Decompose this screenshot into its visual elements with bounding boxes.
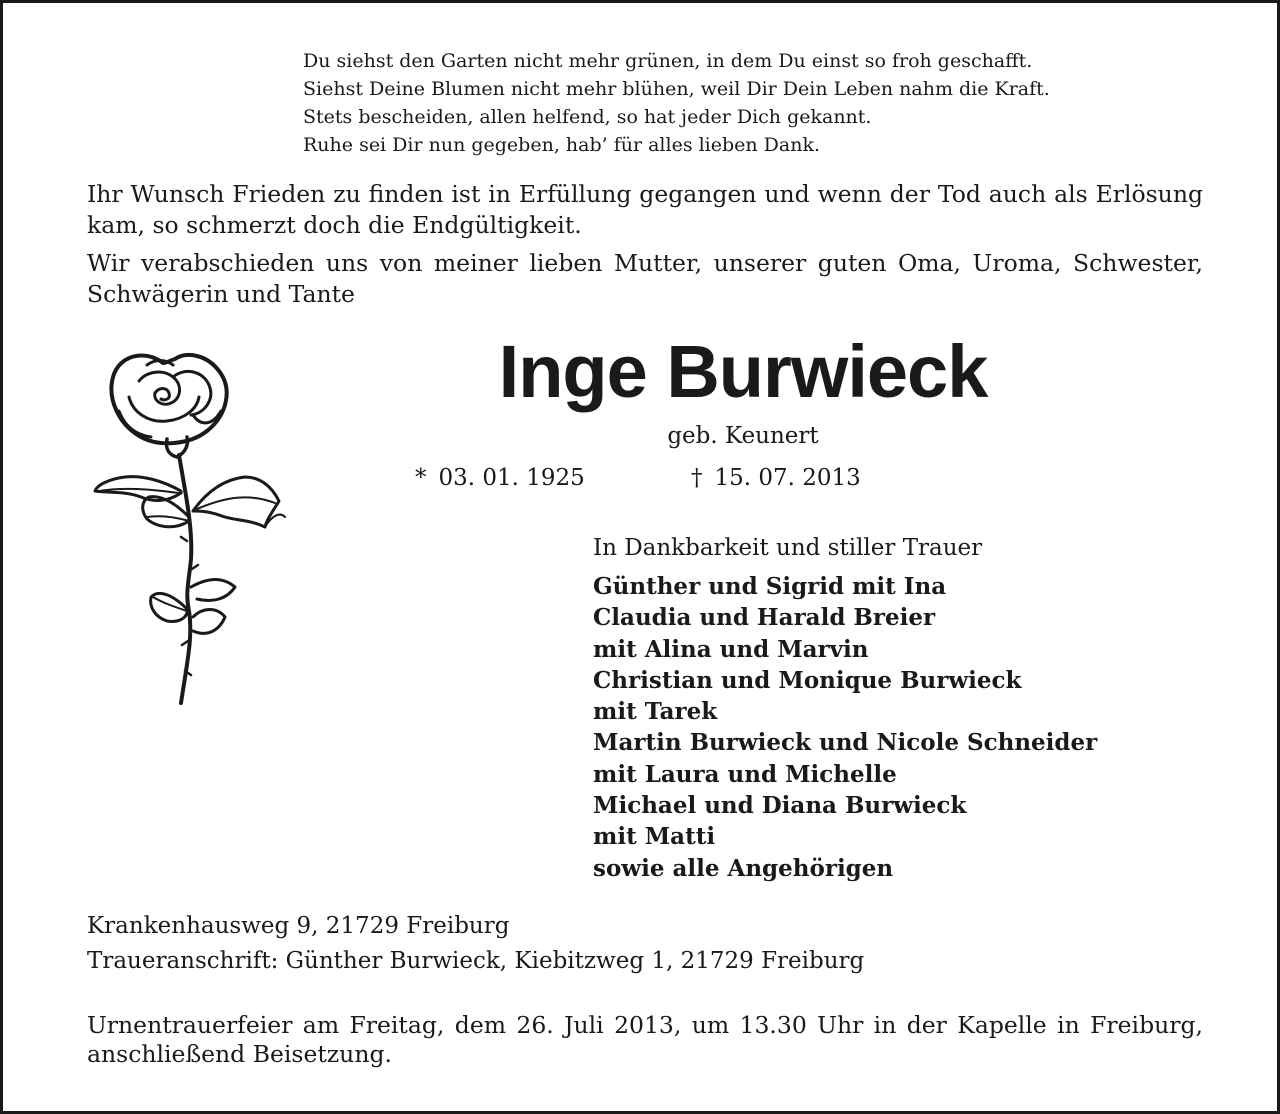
cross-icon: † [691, 465, 703, 491]
mourner-line: Günther und Sigrid mit Ina [593, 573, 947, 600]
mourner-line: Michael und Diana Burwieck [593, 792, 967, 820]
death-date: 15. 07. 2013 [714, 465, 861, 491]
poem-line: Siehst Deine Blumen nicht mehr blühen, weil Dir Dein Leben nahm die Kraft. [303, 78, 1050, 100]
death-info [691, 463, 861, 493]
poem-line: Stets bescheiden, allen helfend, so hat jeder Dich gekannt. [303, 106, 872, 128]
birth-info [415, 463, 585, 493]
mourner-line: Claudia und Harald Breier [593, 604, 936, 632]
ceremony-info: Urnentrauerfeier am Freitag, dem 26. Juli 2013, um 13.30 Uhr in der Kapelle in Freiburg, anschließend Beisetzung. [87, 1011, 1203, 1068]
farewell-paragraph: Wir verabschieden uns von meiner lieben Mutter, unserer guten Oma, Uroma, Schwester, Schwägerin und Tante [87, 249, 1203, 308]
maiden-name: geb. Keunert [667, 423, 819, 449]
home-address: Krankenhausweg 9, 21729 Freiburg [87, 913, 510, 939]
deceased-name: Inge Burwieck [498, 330, 988, 413]
mourner-line: mit Matti [593, 823, 716, 851]
birth-symbol: * [415, 465, 427, 491]
mourner-line: sowie alle Angehörigen [593, 854, 894, 882]
birth-date: 03. 01. 1925 [438, 465, 585, 491]
mourning-heading: In Dankbarkeit und stiller Trauer [593, 535, 983, 561]
mourning-address: Traueranschrift: Günther Burwieck, Kiebitzweg 1, 21729 Freiburg [87, 948, 865, 974]
mourner-line: mit Tarek [593, 698, 718, 726]
mourner-line: mit Laura und Michelle [593, 760, 897, 788]
address-block [87, 909, 864, 979]
intro-paragraph: Ihr Wunsch Frieden zu finden ist in Erfüllung gegangen und wenn der Tod auch als Erlösung kam, so schmerzt doch die Endgültigkeit. [87, 180, 1203, 239]
mourner-line: Martin Burwieck und Nicole Schneider [593, 729, 1098, 757]
poem [303, 47, 1223, 159]
poem-line: Du siehst den Garten nicht mehr grünen, in dem Du einst so froh geschafft. [303, 50, 1033, 72]
mourners-list [593, 571, 1097, 884]
intro-text [87, 179, 1203, 317]
mourner-line: mit Alina und Marvin [593, 635, 869, 663]
rose-icon [89, 341, 289, 706]
mourner-line: Christian und Monique Burwieck [593, 666, 1022, 694]
poem-line: Ruhe sei Dir nun gegeben, hab’ für alles lieben Dank. [303, 134, 821, 156]
